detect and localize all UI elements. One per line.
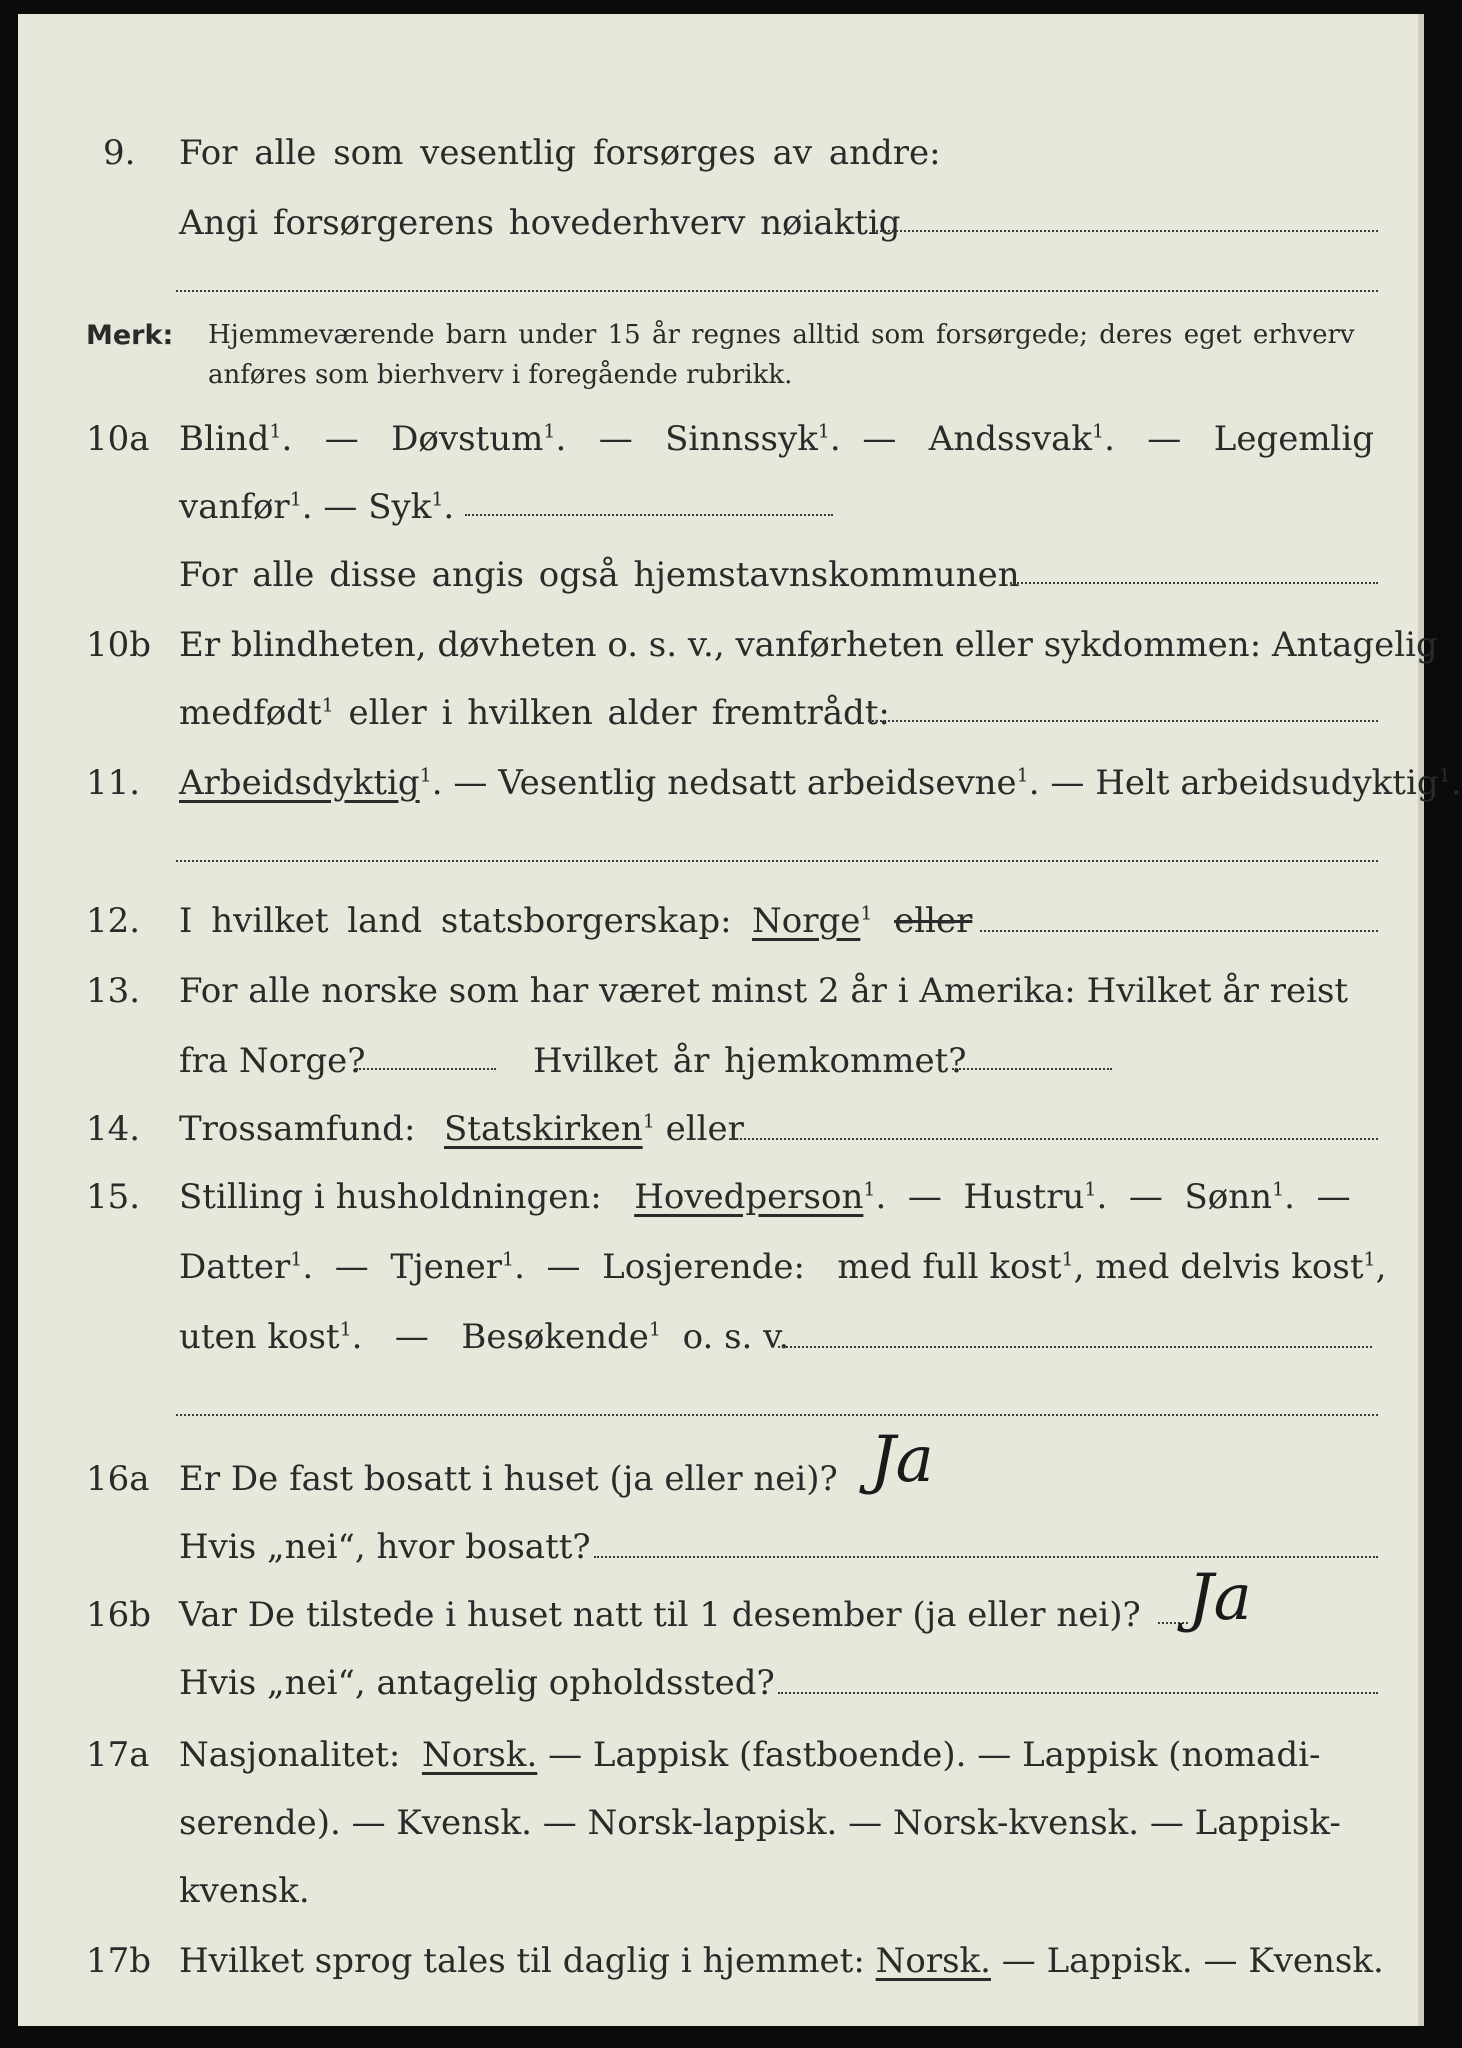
q16b-number: 16b: [86, 1595, 152, 1635]
q10a-line3: For alle disse angis også hjemstavnskommunen: [179, 555, 1020, 595]
q16b-lead-line: [1158, 1622, 1188, 1624]
q16a-number: 16a: [86, 1459, 150, 1499]
q15-line1: Stilling i husholdningen: Hovedperson$^1$. — Hustru$^1$. — Sønn$^1$. —: [179, 1177, 1351, 1217]
q11-number: 11.: [86, 763, 141, 803]
merk-line1: Hjemmeværende barn under 15 år regnes alltid som forsørgede; deres eget erhverv: [208, 320, 1355, 350]
q12-number: 12.: [86, 901, 141, 941]
q10a-line1: Blind$^1$. — Døvstum$^1$. — Sinnssyk$^1$. — Andssvak$^1$. — Legemlig: [179, 419, 1375, 459]
q12-options: Norge$^1$ eller: [752, 901, 973, 941]
q17a-line1: Nasjonalitet: Norsk. — Lappisk (fastboende). — Lappisk (nomadi-: [179, 1735, 1321, 1775]
q13-hjem-line: [952, 1068, 1112, 1070]
q11-selected: Arbeidsdyktig: [179, 763, 420, 803]
q10b-answer-line: [868, 720, 1378, 722]
q10a-kommune-line: [1010, 582, 1378, 584]
q17a-line3: kvensk.: [179, 1871, 310, 1911]
q9-number: 9.: [103, 133, 136, 173]
form-page: [18, 14, 1424, 2026]
q12-text: I hvilket land statsborgerskap:: [179, 901, 732, 941]
q16a-line2: Hvis „nei“, hvor bosatt?: [179, 1527, 591, 1567]
q15-answer-line-2: [176, 1414, 1378, 1416]
q15-answer-line: [778, 1346, 1372, 1348]
q10a-answer-line: [465, 514, 833, 516]
q13-hjem: Hvilket år hjemkommet?: [533, 1041, 967, 1081]
q13-reist-line: [356, 1068, 496, 1070]
q10b-line1: Er blindheten, døvheten o. s. v., vanførheten eller sykdommen: Antagelig: [179, 625, 1438, 665]
q13-line1: For alle norske som har været minst 2 år i Amerika: Hvilket år reist: [179, 971, 1349, 1011]
q14-answer-line: [732, 1138, 1378, 1140]
q17b-line1: Hvilket sprog tales til daglig i hjemmet: Norsk. — Lappisk. — Kvensk.: [179, 1941, 1384, 1981]
q17b-number: 17b: [86, 1941, 152, 1981]
q10a-number: 10a: [86, 419, 150, 459]
q9-line2: Angi forsørgerens hovederhverv nøiaktig: [179, 203, 901, 243]
q17a-line2: serende). — Kvensk. — Norsk-lappisk. — Norsk-kvensk. — Lappisk-: [179, 1803, 1341, 1843]
q13-number: 13.: [86, 971, 141, 1011]
q17a-number: 17a: [86, 1735, 150, 1775]
q9-answer-line: [876, 230, 1378, 232]
q9-line1: For alle som vesentlig forsørges av andre:: [179, 133, 941, 173]
merk-label: Merk:: [86, 320, 174, 351]
q15-line2: Datter$^1$. — Tjener$^1$. — Losjerende: med full kost$^1$, med delvis kost$^1$,: [179, 1247, 1387, 1287]
merk-line2: anføres som bierhverv i foregående rubrikk.: [208, 360, 793, 390]
q16a-answer: Ja: [870, 1423, 934, 1497]
q11-line1: Arbeidsdyktig$^1$. — Vesentlig nedsatt arbeidsevne$^1$. — Helt arbeidsudyktig$^1$.: [179, 763, 1462, 803]
q16a-line1: Er De fast bosatt i huset (ja eller nei)?: [179, 1459, 838, 1499]
q14-options: Statskirken$^1$ eller: [444, 1109, 744, 1149]
q16b-answer: Ja: [1188, 1561, 1252, 1635]
q10b-line2: medfødt$^1$ eller i hvilken alder fremtrådt:: [179, 693, 890, 733]
q16b-line2: Hvis „nei“, antagelig opholdssted?: [179, 1663, 775, 1703]
q13-fra: fra Norge?: [179, 1041, 366, 1081]
q16b-answer-line: [778, 1692, 1378, 1694]
q15-line3: uten kost$^1$. — Besøkende$^1$ o. s. v.: [179, 1317, 790, 1357]
q14-number: 14.: [86, 1109, 141, 1149]
q12-answer-line: [980, 930, 1378, 932]
q9-answer-line-2: [176, 290, 1378, 292]
q11-answer-line: [176, 860, 1378, 862]
page-edge: [1418, 14, 1424, 2026]
q15-number: 15.: [86, 1177, 141, 1217]
q16a-answer-line: [594, 1556, 1378, 1558]
q10a-line2: vanfør$^1$. — Syk$^1$.: [179, 487, 455, 527]
q14-label: Trossamfund:: [179, 1109, 416, 1149]
q10b-number: 10b: [86, 625, 152, 665]
q16b-line1: Var De tilstede i huset natt til 1 desember (ja eller nei)?: [179, 1595, 1141, 1635]
